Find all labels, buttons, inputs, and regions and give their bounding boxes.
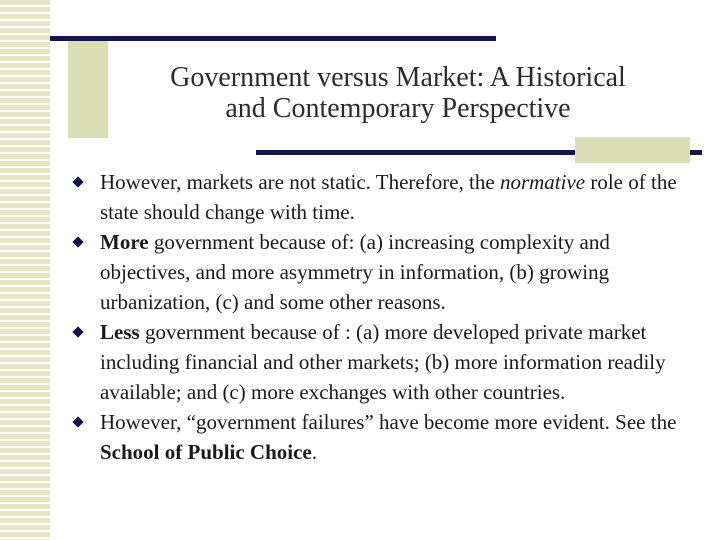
bullet-item-4: [72, 407, 704, 467]
bullet-item-1: [72, 167, 704, 227]
title-line-2: and Contemporary Perspective: [225, 93, 571, 124]
diamond-bullet-icon: [72, 416, 83, 427]
slide-title: [118, 62, 678, 124]
bullet-1-lead: However, markets are not static. Therefore, the: [100, 170, 500, 194]
bullet-2-bold: More: [100, 230, 149, 254]
bullet-3-text: government because of : (a) more developed private market including financial and other markets; (b) more information readily available; and (c) more exchanges with other countries.: [100, 320, 666, 404]
bullet-1-emphasis: normative: [499, 170, 586, 194]
bullet-item-3: [72, 317, 704, 407]
title-line-1: Government versus Market: A Historical: [170, 62, 626, 93]
diamond-bullet-icon: [72, 326, 83, 337]
bullet-list: [72, 167, 704, 467]
bullet-4-tail: .: [311, 440, 318, 464]
bullet-2-text: government because of: (a) increasing complexity and objectives, and more asymmetry in information, (b) growing urbanization, (c) and some other reasons.: [100, 230, 610, 314]
diamond-bullet-icon: [72, 236, 83, 247]
bullet-4-bold: School of Public Choice: [100, 440, 312, 464]
bullet-item-2: [72, 227, 704, 317]
bullet-4-text: However, “government failures” have become more evident. See the: [100, 410, 677, 434]
title-top-rule: [50, 36, 496, 41]
diamond-bullet-icon: [72, 176, 83, 187]
left-striped-margin: [0, 0, 50, 540]
accent-block: [575, 137, 690, 163]
bullet-3-bold: Less: [100, 320, 140, 344]
title-accent-panel: [68, 38, 108, 138]
bullet-1-tail: role of the state should change with time.: [100, 170, 677, 224]
